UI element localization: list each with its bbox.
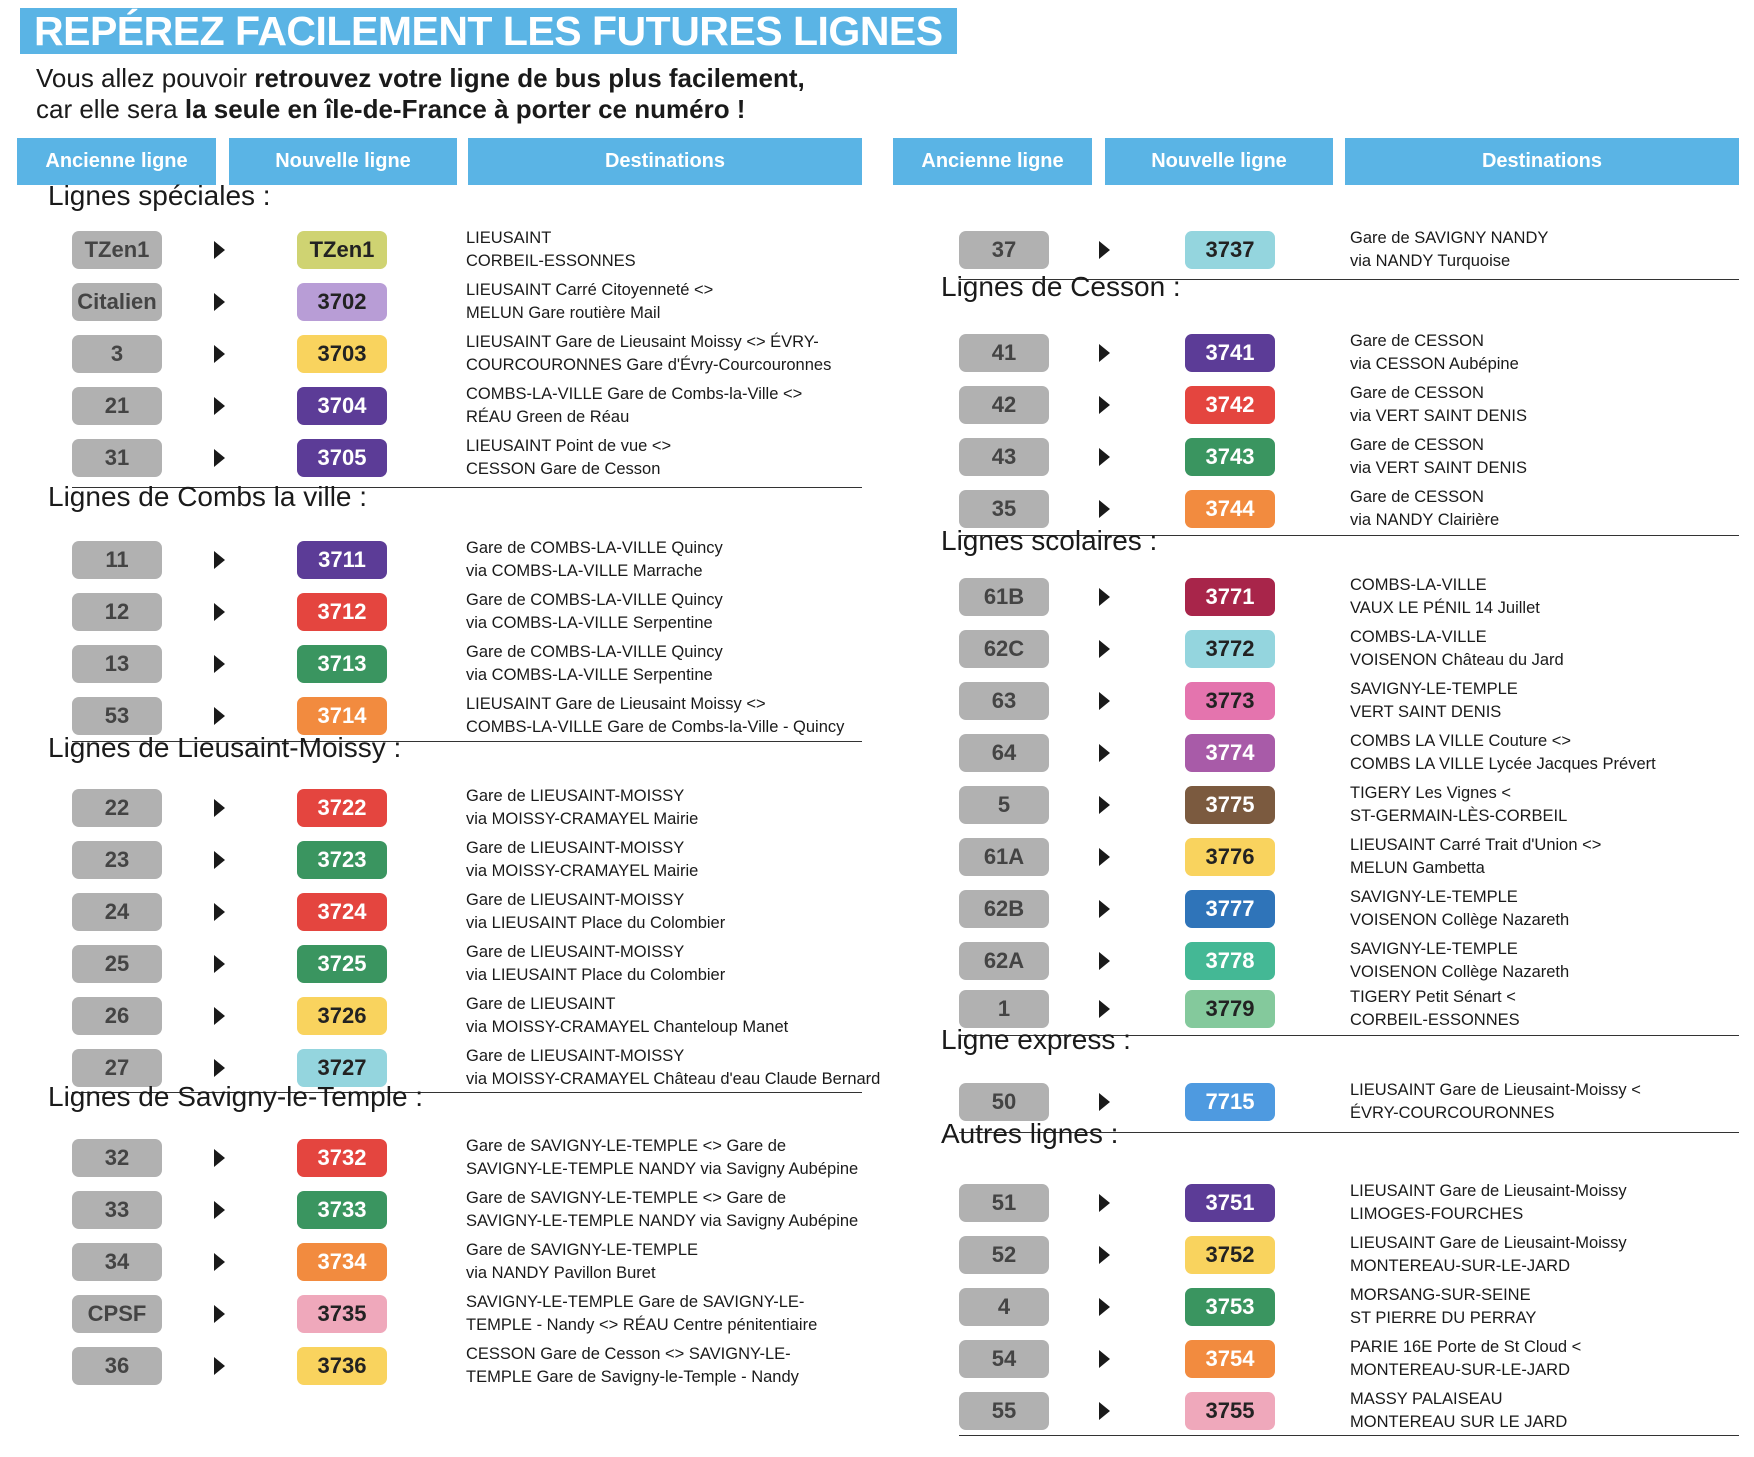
destination-text	[466, 279, 713, 325]
arrow-right-icon	[214, 1305, 225, 1323]
destination-text	[1350, 1079, 1641, 1125]
arrow-right-icon	[1099, 588, 1110, 606]
destination-text	[466, 1239, 698, 1285]
destination-text	[1350, 986, 1520, 1032]
destination-line: via LIEUSAINT Place du Colombier	[466, 966, 726, 984]
destination-line: COMBS LA VILLE Lycée Jacques Prévert	[1350, 755, 1656, 773]
destination-line: COMBS-LA-VILLE	[1350, 628, 1487, 646]
arrow-right-icon	[1099, 1298, 1110, 1316]
arrow-right-icon	[1099, 744, 1110, 762]
old-line-badge: TZen1	[72, 231, 162, 269]
old-line-badge: 55	[959, 1392, 1049, 1430]
destination-line: LIEUSAINT Gare de Lieusaint Moissy <> ÉVRY-	[466, 333, 819, 351]
destination-line: LIEUSAINT Point de vue <>	[466, 437, 672, 455]
old-line-badge: 1	[959, 990, 1049, 1028]
destination-text	[466, 993, 788, 1039]
old-line-badge: 33	[72, 1191, 162, 1229]
destination-line: ST PIERRE DU PERRAY	[1350, 1309, 1537, 1327]
header-new-line: Nouvelle ligne	[229, 138, 457, 185]
section-title: Lignes de Cesson :	[941, 271, 1181, 302]
destination-text	[1350, 938, 1569, 984]
old-line-badge: 64	[959, 734, 1049, 772]
destination-line: COMBS-LA-VILLE Gare de Combs-la-Ville - Quincy	[466, 718, 845, 736]
old-line-badge: 26	[72, 997, 162, 1035]
new-line-badge: 3704	[297, 387, 387, 425]
section-title: Lignes de Savigny-le-Temple :	[48, 1081, 424, 1112]
destination-line: LIEUSAINT Carré Trait d'Union <>	[1350, 836, 1602, 854]
new-line-badge: 3772	[1185, 630, 1275, 668]
destination-line: CORBEIL-ESSONNES	[1350, 1011, 1520, 1029]
arrow-right-icon	[214, 1201, 225, 1219]
arrow-right-icon	[214, 1007, 225, 1025]
arrow-right-icon	[214, 449, 225, 467]
destination-line: Gare de SAVIGNY-LE-TEMPLE	[466, 1241, 699, 1259]
destination-text	[1350, 886, 1569, 932]
arrow-right-icon	[214, 551, 225, 569]
old-line-badge: 31	[72, 439, 162, 477]
old-line-badge: 4	[959, 1288, 1049, 1326]
destination-line: Gare de LIEUSAINT-MOISSY	[466, 891, 685, 909]
destination-line: MONTEREAU-SUR-LE-JARD	[1350, 1257, 1571, 1275]
new-line-badge: 3702	[297, 283, 387, 321]
old-line-badge: 12	[72, 593, 162, 631]
arrow-right-icon	[1099, 1194, 1110, 1212]
destination-line: LIEUSAINT Carré Citoyenneté <>	[466, 281, 714, 299]
arrow-right-icon	[214, 707, 225, 725]
destination-line: VERT SAINT DENIS	[1350, 703, 1502, 721]
destination-text	[466, 889, 725, 935]
destination-text	[1350, 1232, 1627, 1278]
old-line-badge: 63	[959, 682, 1049, 720]
new-line-badge: 3712	[297, 593, 387, 631]
destination-line: Gare de COMBS-LA-VILLE Quincy	[466, 643, 723, 661]
destination-line: VOISENON Château du Jard	[1350, 651, 1564, 669]
old-line-badge: 54	[959, 1340, 1049, 1378]
new-line-badge: 3751	[1185, 1184, 1275, 1222]
new-line-badge: 3743	[1185, 438, 1275, 476]
arrow-right-icon	[214, 1149, 225, 1167]
destination-line: Gare de CESSON	[1350, 384, 1484, 402]
new-line-badge: 3741	[1185, 334, 1275, 372]
new-line-badge: 3734	[297, 1243, 387, 1281]
new-line-badge: 3732	[297, 1139, 387, 1177]
old-line-badge: 62B	[959, 890, 1049, 928]
new-line-badge: 3733	[297, 1191, 387, 1229]
intro-line-1: Vous allez pouvoir retrouvez votre ligne de bus plus facilement,	[36, 63, 805, 93]
new-line-badge: TZen1	[297, 231, 387, 269]
new-line-badge: 3705	[297, 439, 387, 477]
new-line-badge: 3755	[1185, 1392, 1275, 1430]
new-line-badge: 3773	[1185, 682, 1275, 720]
destination-text	[1350, 330, 1519, 376]
section-title: Lignes scolaires :	[941, 525, 1158, 556]
destination-line: TIGERY Petit Sénart <	[1350, 988, 1516, 1006]
destination-line: Gare de CESSON	[1350, 488, 1484, 506]
old-line-badge: 32	[72, 1139, 162, 1177]
destination-line: Gare de LIEUSAINT-MOISSY	[466, 787, 685, 805]
right-column	[893, 0, 1754, 1457]
new-line-badge: 3722	[297, 789, 387, 827]
new-line-badge: 7715	[1185, 1083, 1275, 1121]
new-line-badge: 3753	[1185, 1288, 1275, 1326]
section-title: Autres lignes :	[941, 1118, 1119, 1149]
destination-text	[466, 693, 844, 739]
header-destinations: Destinations	[468, 138, 862, 185]
destination-text	[1350, 434, 1527, 480]
destination-text	[1350, 834, 1601, 880]
destination-text	[1350, 1180, 1627, 1226]
arrow-right-icon	[1099, 952, 1110, 970]
arrow-right-icon	[1099, 1402, 1110, 1420]
arrow-right-icon	[1099, 848, 1110, 866]
old-line-badge: 3	[72, 335, 162, 373]
new-line-badge: 3724	[297, 893, 387, 931]
arrow-right-icon	[214, 345, 225, 363]
new-line-badge: 3752	[1185, 1236, 1275, 1274]
destination-line: Gare de CESSON	[1350, 332, 1484, 350]
destination-line: CORBEIL-ESSONNES	[466, 252, 636, 270]
new-line-badge: 3703	[297, 335, 387, 373]
arrow-right-icon	[1099, 796, 1110, 814]
destination-text	[1350, 1388, 1567, 1434]
destination-line: MORSANG-SUR-SEINE	[1350, 1286, 1531, 1304]
arrow-right-icon	[214, 851, 225, 869]
new-line-badge: 3754	[1185, 1340, 1275, 1378]
old-line-badge: 25	[72, 945, 162, 983]
destination-line: ST-GERMAIN-LÈS-CORBEIL	[1350, 807, 1568, 825]
destination-line: ÉVRY-COURCOURONNES	[1350, 1104, 1555, 1122]
old-line-badge: 61B	[959, 578, 1049, 616]
destination-line: TIGERY Les Vignes <	[1350, 784, 1511, 802]
destination-text	[466, 589, 723, 635]
destination-text	[466, 227, 636, 273]
arrow-right-icon	[1099, 640, 1110, 658]
destination-text	[1350, 678, 1518, 724]
destination-text	[1350, 1284, 1536, 1330]
destination-line: SAVIGNY-LE-TEMPLE NANDY via Savigny Aubépine	[466, 1160, 859, 1178]
destination-line: via MOISSY-CRAMAYEL Mairie	[466, 862, 699, 880]
intro-line-2: car elle sera la seule en île-de-France à porter ce numéro !	[36, 94, 746, 124]
destination-text	[1350, 382, 1527, 428]
old-line-badge: 36	[72, 1347, 162, 1385]
arrow-right-icon	[1099, 344, 1110, 362]
old-line-badge: 5	[959, 786, 1049, 824]
old-line-badge: Citalien	[72, 283, 162, 321]
destination-text	[466, 1187, 858, 1233]
destination-line: CESSON Gare de Cesson <> SAVIGNY-LE-	[466, 1345, 791, 1363]
old-line-badge: 13	[72, 645, 162, 683]
destination-line: via NANDY Turquoise	[1350, 252, 1511, 270]
destination-text	[1350, 626, 1564, 672]
new-line-badge: 3727	[297, 1049, 387, 1087]
arrow-right-icon	[214, 397, 225, 415]
old-line-badge: 52	[959, 1236, 1049, 1274]
destination-line: MASSY PALAISEAU	[1350, 1390, 1503, 1408]
new-line-badge: 3735	[297, 1295, 387, 1333]
new-line-badge: 3744	[1185, 490, 1275, 528]
destination-line: via MOISSY-CRAMAYEL Château d'eau Claude Bernard	[466, 1070, 881, 1088]
new-line-badge: 3711	[297, 541, 387, 579]
old-line-badge: 62A	[959, 942, 1049, 980]
destination-text	[1350, 1336, 1581, 1382]
destination-line: via VERT SAINT DENIS	[1350, 459, 1527, 477]
header-old-line: Ancienne ligne	[893, 138, 1092, 185]
destination-text	[466, 641, 723, 687]
destination-line: via COMBS-LA-VILLE Marrache	[466, 562, 703, 580]
old-line-badge: 22	[72, 789, 162, 827]
destination-line: COMBS-LA-VILLE	[1350, 576, 1487, 594]
destination-line: SAVIGNY-LE-TEMPLE	[1350, 888, 1518, 906]
new-line-badge: 3714	[297, 697, 387, 735]
destination-line: LIEUSAINT Gare de Lieusaint Moissy <>	[466, 695, 766, 713]
arrow-right-icon	[1099, 1093, 1110, 1111]
destination-line: LIEUSAINT Gare de Lieusaint-Moissy <	[1350, 1081, 1641, 1099]
old-line-badge: 51	[959, 1184, 1049, 1222]
destination-line: via LIEUSAINT Place du Colombier	[466, 914, 726, 932]
new-line-badge: 3737	[1185, 231, 1275, 269]
old-line-badge: 24	[72, 893, 162, 931]
destination-line: via MOISSY-CRAMAYEL Chanteloup Manet	[466, 1018, 789, 1036]
arrow-right-icon	[1099, 692, 1110, 710]
destination-line: MONTEREAU SUR LE JARD	[1350, 1413, 1568, 1431]
destination-text	[1350, 574, 1540, 620]
new-line-badge: 3713	[297, 645, 387, 683]
arrow-right-icon	[214, 1059, 225, 1077]
arrow-right-icon	[1099, 241, 1110, 259]
destination-line: TEMPLE Gare de Savigny-le-Temple - Nandy	[466, 1368, 799, 1386]
new-line-badge: 3771	[1185, 578, 1275, 616]
header-destinations: Destinations	[1345, 138, 1739, 185]
new-line-badge: 3723	[297, 841, 387, 879]
arrow-right-icon	[214, 603, 225, 621]
arrow-right-icon	[1099, 1350, 1110, 1368]
destination-line: via CESSON Aubépine	[1350, 355, 1519, 373]
new-line-badge: 3776	[1185, 838, 1275, 876]
destination-line: Gare de LIEUSAINT-MOISSY	[466, 943, 685, 961]
old-line-badge: 62C	[959, 630, 1049, 668]
destination-line: Gare de COMBS-LA-VILLE Quincy	[466, 591, 723, 609]
destination-line: Gare de LIEUSAINT-MOISSY	[466, 839, 685, 857]
arrow-right-icon	[214, 241, 225, 259]
destination-line: via COMBS-LA-VILLE Serpentine	[466, 666, 713, 684]
destination-line: Gare de LIEUSAINT-MOISSY	[466, 1047, 685, 1065]
arrow-right-icon	[214, 799, 225, 817]
destination-line: VAUX LE PÉNIL 14 Juillet	[1350, 599, 1540, 617]
arrow-right-icon	[1099, 448, 1110, 466]
section-title: Lignes spéciales :	[48, 180, 271, 211]
destination-line: via VERT SAINT DENIS	[1350, 407, 1527, 425]
arrow-right-icon	[1099, 396, 1110, 414]
destination-text	[1350, 730, 1656, 776]
old-line-badge: 27	[72, 1049, 162, 1087]
old-line-badge: 11	[72, 541, 162, 579]
destination-line: LIEUSAINT	[466, 229, 552, 247]
old-line-badge: CPSF	[72, 1295, 162, 1333]
destination-text	[1350, 782, 1567, 828]
arrow-right-icon	[214, 955, 225, 973]
destination-text	[466, 1291, 817, 1337]
header-new-line: Nouvelle ligne	[1105, 138, 1333, 185]
new-line-badge: 3736	[297, 1347, 387, 1385]
arrow-right-icon	[1099, 1000, 1110, 1018]
new-line-badge: 3774	[1185, 734, 1275, 772]
old-line-badge: 50	[959, 1083, 1049, 1121]
arrow-right-icon	[214, 655, 225, 673]
new-line-badge: 3725	[297, 945, 387, 983]
destination-line: RÉAU Green de Réau	[466, 408, 630, 426]
destination-text	[466, 1343, 799, 1389]
arrow-right-icon	[1099, 1246, 1110, 1264]
section-title: Ligne express :	[941, 1024, 1131, 1055]
new-line-badge: 3779	[1185, 990, 1275, 1028]
destination-text	[466, 435, 671, 481]
destination-line: Gare de COMBS-LA-VILLE Quincy	[466, 539, 723, 557]
header-old-line: Ancienne ligne	[17, 138, 216, 185]
destination-line: LIEUSAINT Gare de Lieusaint-Moissy	[1350, 1182, 1627, 1200]
destination-text	[466, 1045, 880, 1091]
old-line-badge: 23	[72, 841, 162, 879]
page-title: REPÉREZ FACILEMENT LES FUTURES LIGNES	[20, 8, 957, 54]
destination-line: Gare de LIEUSAINT	[466, 995, 616, 1013]
destination-text	[1350, 486, 1499, 532]
section-divider	[959, 1435, 1739, 1436]
destination-text	[466, 785, 698, 831]
destination-text	[1350, 227, 1548, 273]
arrow-right-icon	[214, 1253, 225, 1271]
destination-line: SAVIGNY-LE-TEMPLE Gare de SAVIGNY-LE-	[466, 1293, 805, 1311]
destination-line: COMBS-LA-VILLE Gare de Combs-la-Ville <>	[466, 385, 803, 403]
destination-text	[466, 383, 802, 429]
new-line-badge: 3777	[1185, 890, 1275, 928]
destination-line: TEMPLE - Nandy <> RÉAU Centre pénitentiaire	[466, 1316, 818, 1334]
destination-line: MELUN Gambetta	[1350, 859, 1485, 877]
new-line-badge: 3742	[1185, 386, 1275, 424]
destination-line: VOISENON Collège Nazareth	[1350, 911, 1570, 929]
destination-line: via NANDY Clairière	[1350, 511, 1500, 529]
destination-text	[466, 837, 698, 883]
arrow-right-icon	[214, 903, 225, 921]
arrow-right-icon	[1099, 900, 1110, 918]
destination-line: LIMOGES-FOURCHES	[1350, 1205, 1524, 1223]
destination-line: PARIE 16E Porte de St Cloud <	[1350, 1338, 1582, 1356]
arrow-right-icon	[214, 293, 225, 311]
destination-line: MONTEREAU-SUR-LE-JARD	[1350, 1361, 1571, 1379]
destination-line: via COMBS-LA-VILLE Serpentine	[466, 614, 713, 632]
old-line-badge: 34	[72, 1243, 162, 1281]
destination-line: Gare de SAVIGNY-LE-TEMPLE <> Gare de	[466, 1137, 787, 1155]
old-line-badge: 42	[959, 386, 1049, 424]
destination-line: CESSON Gare de Cesson	[466, 460, 661, 478]
arrow-right-icon	[1099, 500, 1110, 518]
destination-line: VOISENON Collège Nazareth	[1350, 963, 1570, 981]
destination-line: LIEUSAINT Gare de Lieusaint-Moissy	[1350, 1234, 1627, 1252]
section-title: Lignes de Combs la ville :	[48, 481, 368, 512]
destination-line: MELUN Gare routière Mail	[466, 304, 661, 322]
new-line-badge: 3778	[1185, 942, 1275, 980]
old-line-badge: 61A	[959, 838, 1049, 876]
destination-line: via NANDY Pavillon Buret	[466, 1264, 656, 1282]
new-line-badge: 3726	[297, 997, 387, 1035]
destination-line: SAVIGNY-LE-TEMPLE NANDY via Savigny Aubépine	[466, 1212, 859, 1230]
old-line-badge: 35	[959, 490, 1049, 528]
destination-text	[466, 537, 723, 583]
destination-text	[466, 1135, 858, 1181]
destination-line: via MOISSY-CRAMAYEL Mairie	[466, 810, 699, 828]
destination-line: COURCOURONNES Gare d'Évry-Courcouronnes	[466, 356, 832, 374]
destination-line: Gare de SAVIGNY NANDY	[1350, 229, 1549, 247]
destination-line: SAVIGNY-LE-TEMPLE	[1350, 940, 1518, 958]
old-line-badge: 41	[959, 334, 1049, 372]
arrow-right-icon	[214, 1357, 225, 1375]
destination-line: Gare de CESSON	[1350, 436, 1484, 454]
old-line-badge: 37	[959, 231, 1049, 269]
destination-text	[466, 331, 831, 377]
destination-line: SAVIGNY-LE-TEMPLE	[1350, 680, 1518, 698]
new-line-badge: 3775	[1185, 786, 1275, 824]
destination-line: Gare de SAVIGNY-LE-TEMPLE <> Gare de	[466, 1189, 787, 1207]
destination-line: COMBS LA VILLE Couture <>	[1350, 732, 1572, 750]
old-line-badge: 43	[959, 438, 1049, 476]
destination-text	[466, 941, 725, 987]
old-line-badge: 21	[72, 387, 162, 425]
old-line-badge: 53	[72, 697, 162, 735]
section-title: Lignes de Lieusaint-Moissy :	[48, 732, 402, 763]
